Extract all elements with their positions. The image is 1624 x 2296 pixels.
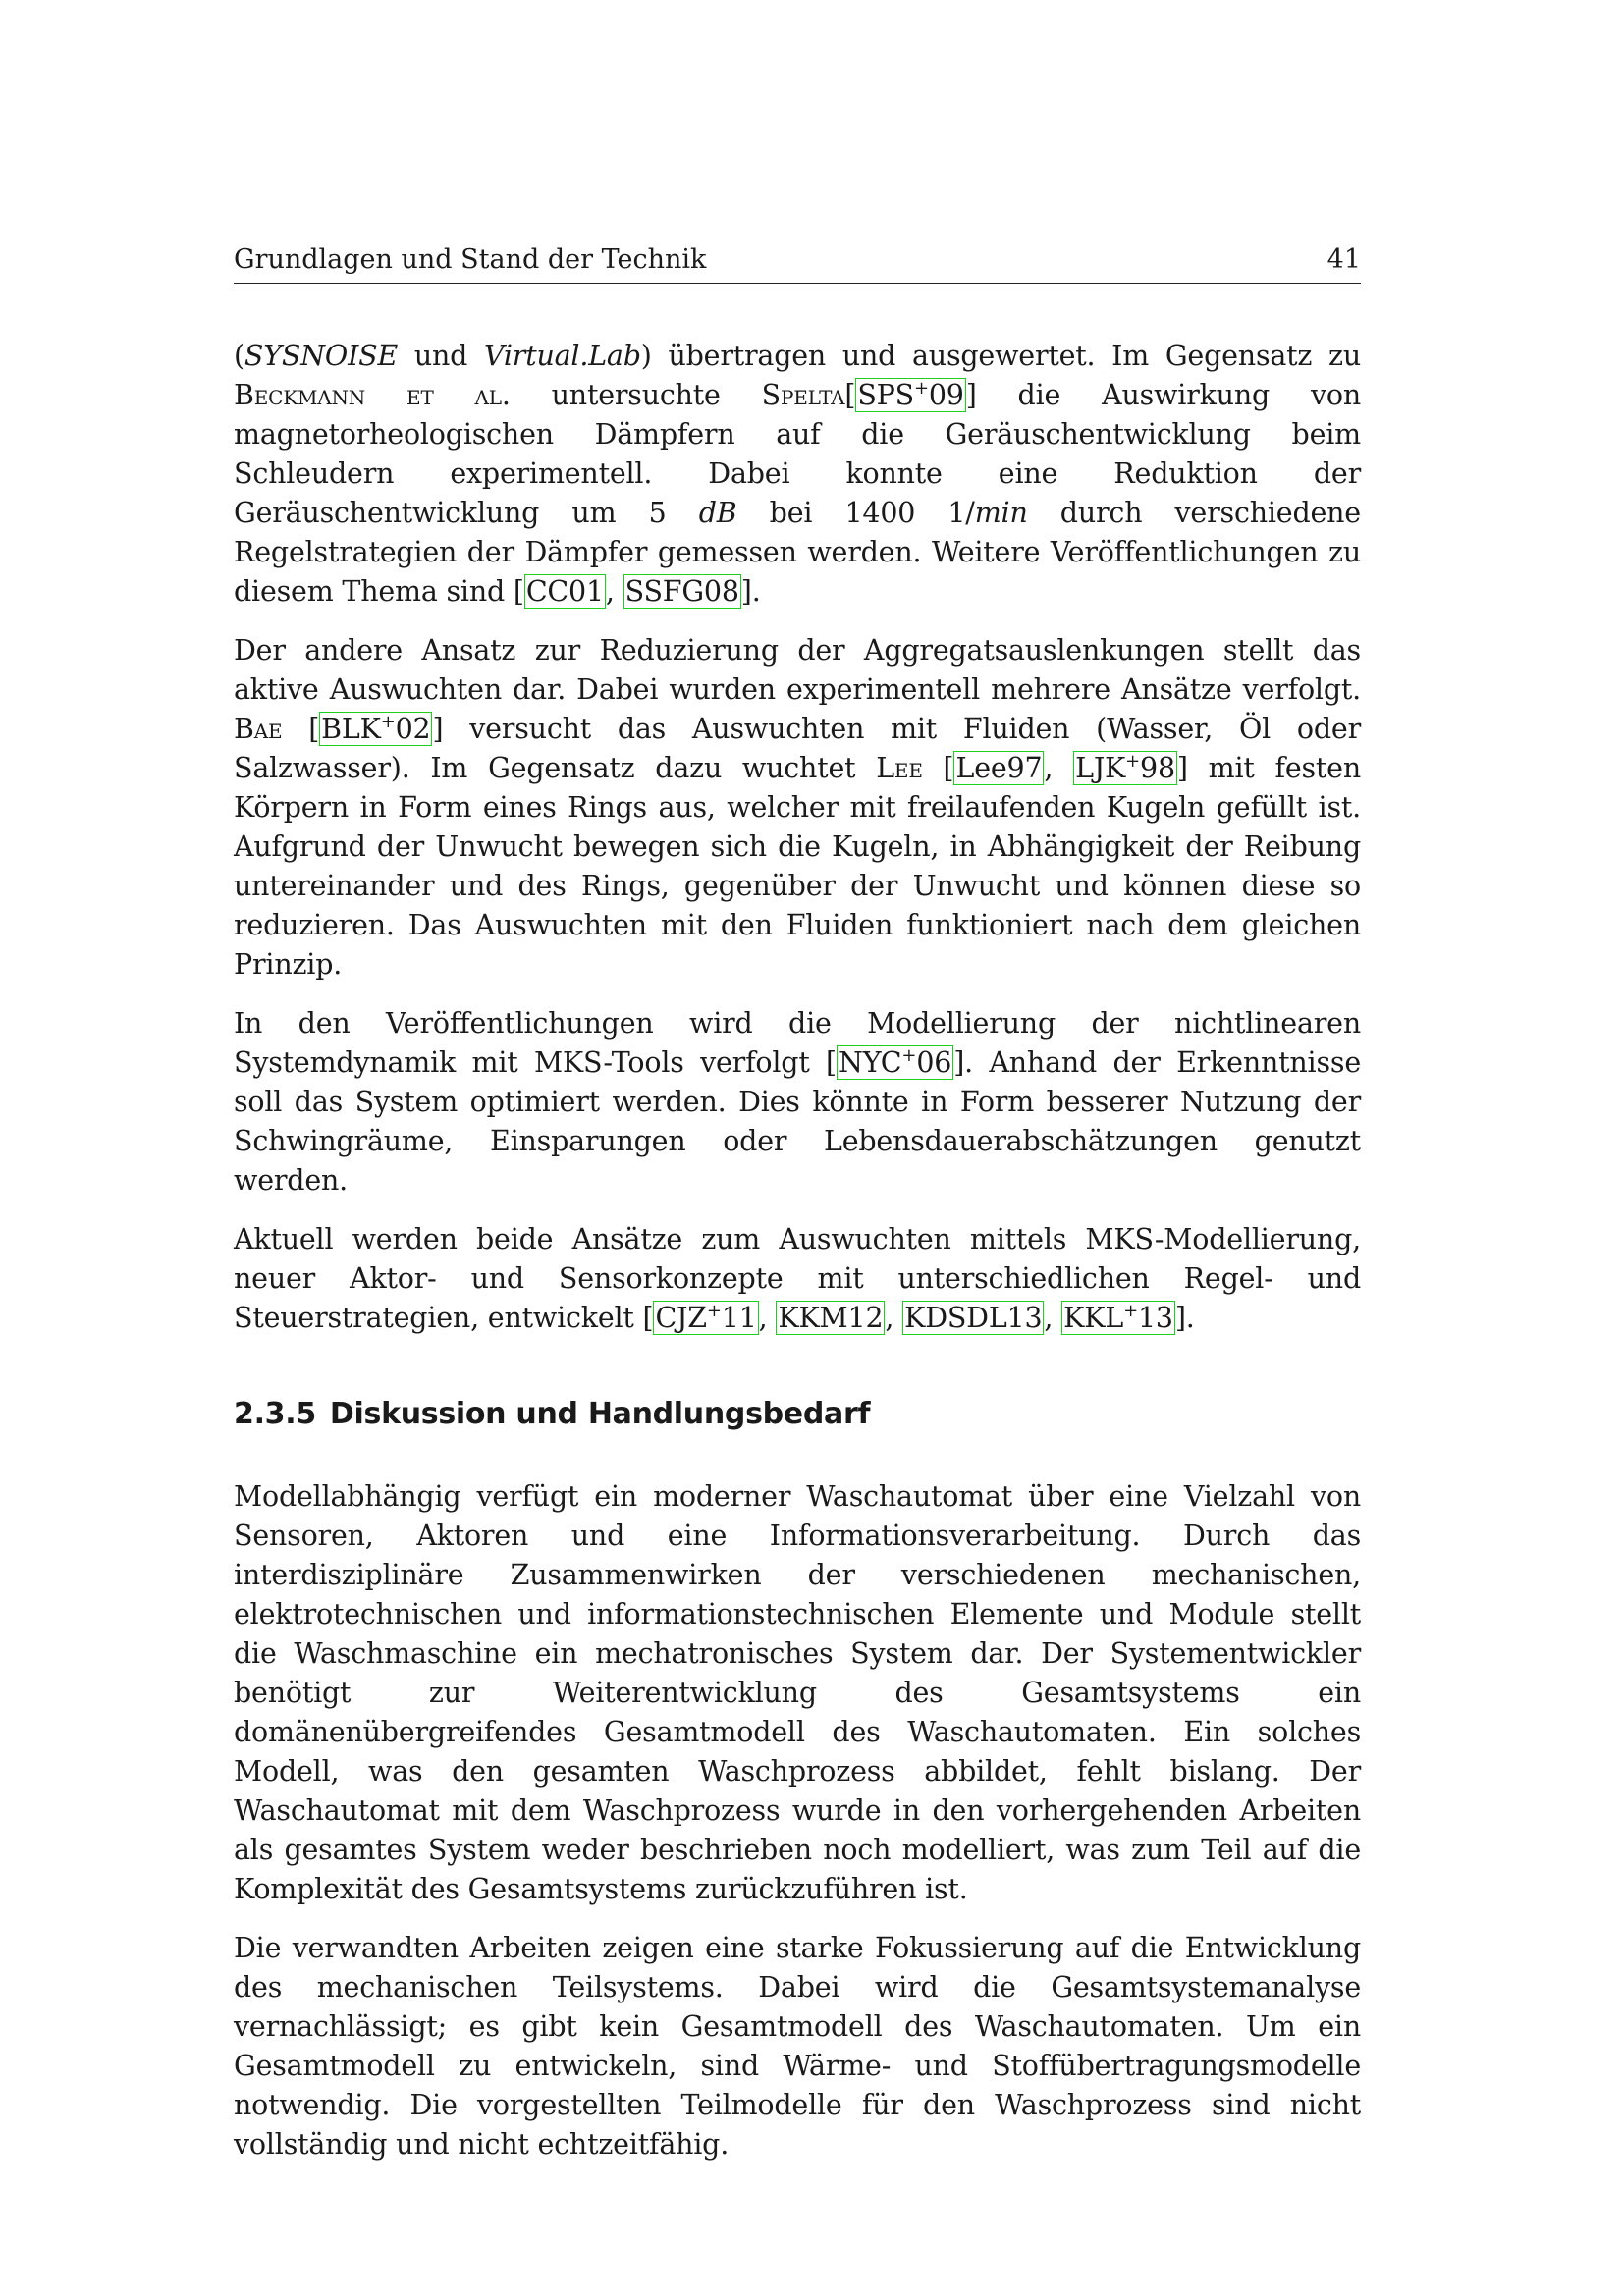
text-run: ]. (740, 575, 761, 608)
text-run: bei 1400 1/ (736, 497, 975, 529)
text-run: und (398, 340, 484, 372)
author-name: Spelta (761, 379, 845, 411)
body-text (234, 337, 1361, 2164)
section-number: 2.3.5 (234, 1397, 316, 1431)
text-run: ] mit festen Körpern in Form eines Rings aus, welcher mit freilaufenden Kugeln gefüllt ist. Aufgrund der Unwucht bewegen sich die Kugeln, in Abhängigkeit der Reibung untereinander und des Rings, gegenüber der Unwucht und können diese so reduzieren. Das Auswuchten mit den Fluiden funktioniert nach dem gleichen Prinzip. (234, 752, 1361, 981)
unit: dB (698, 497, 737, 529)
paragraph-4: Aktuell werden beide Ansätze zum Auswuchten mittels MKS-Modellierung, neuer Aktor- und Sensorkonzepte mit unterschiedlichen Regel- und Steuerstrategien, entwickelt [CJZ+11, KKM12, KDSDL13, KKL+13]. (234, 1223, 1361, 1334)
text-run: ] versucht das Auswuchten mit Fluiden (Wasser, Öl oder Salzwasser). Im Gegensatz dazu wuchtet (234, 713, 1362, 784)
software-name: SYSNOISE (244, 340, 399, 372)
text-run: [ (282, 713, 320, 745)
software-name: Virtual.Lab (484, 340, 641, 372)
text-run: Der andere Ansatz zur Reduzierung der Aggregatsauslenkungen stellt das aktive Auswuchten dar. Dabei wurden experimentell mehrere Ansätze verfolgt. (234, 634, 1361, 706)
page-number: 41 (1326, 244, 1361, 275)
running-header (234, 243, 1361, 284)
citation-link[interactable]: KKM12 (778, 1302, 884, 1334)
citation-link[interactable]: SSFG08 (624, 575, 739, 608)
section-title: Diskussion und Handlungsbedarf (329, 1397, 871, 1431)
page (234, 243, 1361, 2184)
citation-link[interactable]: CJZ+11 (655, 1301, 757, 1334)
paragraph-3 (234, 1004, 1361, 1201)
paragraph-5: Modellabhängig verfügt ein moderner Waschautomat über eine Vielzahl von Sensoren, Aktoren und eine Informationsverarbeitung. Durch das interdisziplinäre Zusammenwirken der verschiedenen mechanischen, elektrotechnischen und informationstechnischen Elemente und Module stellt die Waschmaschine ein mechatronisches System dar. Der Systementwickler benötigt zur Weiterentwicklung des Gesamtsystems ein domänenübergreifendes Gesamtmodell des Waschautomaten. Ein solches Modell, was den gesamten Waschprozess abbildet, fehlt bislang. Der Waschautomat mit dem Waschprozess wurde in den vorhergehenden Arbeiten als gesamtes System weder beschrieben noch modelliert, was zum Teil auf die Komplexität des Gesamtsystems zurückzuführen ist. (234, 1480, 1361, 1905)
chapter-title: Grundlagen und Stand der Technik (234, 244, 707, 275)
text-run: ( (234, 340, 244, 372)
text-run: ) übertragen und ausgewertet. Im Gegensatz zu (640, 340, 1361, 372)
text-run: [ (922, 752, 954, 784)
unit: min (974, 497, 1028, 529)
citation-link[interactable]: Lee97 (955, 752, 1043, 784)
citation-link[interactable]: CC01 (525, 575, 604, 608)
citation-link[interactable]: NYC+06 (838, 1045, 952, 1079)
paragraph-1: (SYSNOISE und Virtual.Lab) übertragen und ausgewertet. Im Gegensatz zu Beckmann et al. untersuchte Spelta[SPS+09] die Auswirkung von magnetorheologischen Dämpfern auf die Geräuschentwicklung beim Schleudern experimentell. Dabei konnte eine Reduktion der Geräuschentwicklung um 5 dB bei 1400 1/min durch verschiedene Regelstrategien der Dämpfer gemessen werden. Weitere Veröffentlichungen zu diesem Thema sind [CC01, SSFG08]. (234, 340, 1361, 608)
paragraph-6: Die verwandten Arbeiten zeigen eine starke Fokussierung auf die Entwicklung des mechanischen Teilsystems. Dabei wird die Gesamtsystemanalyse vernachlässigt; es gibt kein Gesamtmodell des Waschautomaten. Um ein Gesamtmodell zu entwickeln, sind Wärme- und Stoffübertragungsmodelle notwendig. Die vorgestellten Teilmodelle für den Waschprozess sind nicht vollständig und nicht echtzeitfähig. (234, 1932, 1361, 2161)
author-name: Bae (234, 713, 283, 745)
text-run: die Auswirkung von magnetorheologischen Dämpfern auf die Geräuschentwicklung beim Schleudern experimentell. Dabei konnte eine Reduktion der Geräuschentwicklung um 5 (234, 379, 1361, 529)
text-run: ]. Anhand der Erkenntnisse soll das System optimiert werden. Dies könnte in Form besserer Nutzung der Schwingräume, Einsparungen oder Lebensdauerabschätzungen genutzt werden. (234, 1046, 1361, 1197)
citation-link[interactable]: KDSDL13 (904, 1302, 1043, 1334)
text-run: In den Veröffentlichungen wird die Modellierung der nichtlinearen Systemdynamik mit MKS-Tools verfolgt [ (234, 1007, 1361, 1079)
author-name: Beckmann et al. (234, 379, 511, 411)
citation-link[interactable]: LJK+98 (1075, 751, 1175, 784)
citation-link[interactable]: KKL+13 (1063, 1301, 1173, 1334)
author-name: Lee (876, 752, 923, 784)
text-run: durch verschiedene Regelstrategien der Dämpfer gemessen werden. Weitere Veröffentlichungen zu diesem Thema sind [ (234, 497, 1361, 608)
paragraph-2: Der andere Ansatz zur Reduzierung der Aggregatsauslenkungen stellt das aktive Auswuchten dar. Dabei wurden experimentell mehrere Ansätze verfolgt. Bae [BLK+02] versucht das Auswuchten mit Fluiden (Wasser, Öl oder Salzwasser). Im Gegensatz dazu wuchtet Lee [Lee97, LJK+98] mit festen Körpern in Form eines Rings aus, welcher mit freilaufenden Kugeln gefüllt ist. Aufgrund der Unwucht bewegen sich die Kugeln, in Abhängigkeit der Reibung untereinander und des Rings, gegenüber der Unwucht und können diese so reduzieren. Das Auswuchten mit den Fluiden funktioniert nach dem gleichen Prinzip. (234, 634, 1362, 981)
citation-link[interactable]: SPS+09 (857, 378, 964, 411)
text-run: ]. (1174, 1302, 1195, 1334)
text-run: untersuchte (510, 379, 762, 411)
citation-link[interactable]: BLK+02 (321, 712, 431, 745)
text-run: Aktuell werden beide Ansätze zum Auswuchten mittels MKS-Modellierung, neuer Aktor- und Sensorkonzepte mit unterschiedlichen Regel- und Steuerstrategien, entwickelt [ (234, 1223, 1361, 1334)
section-heading (234, 1395, 1361, 1434)
